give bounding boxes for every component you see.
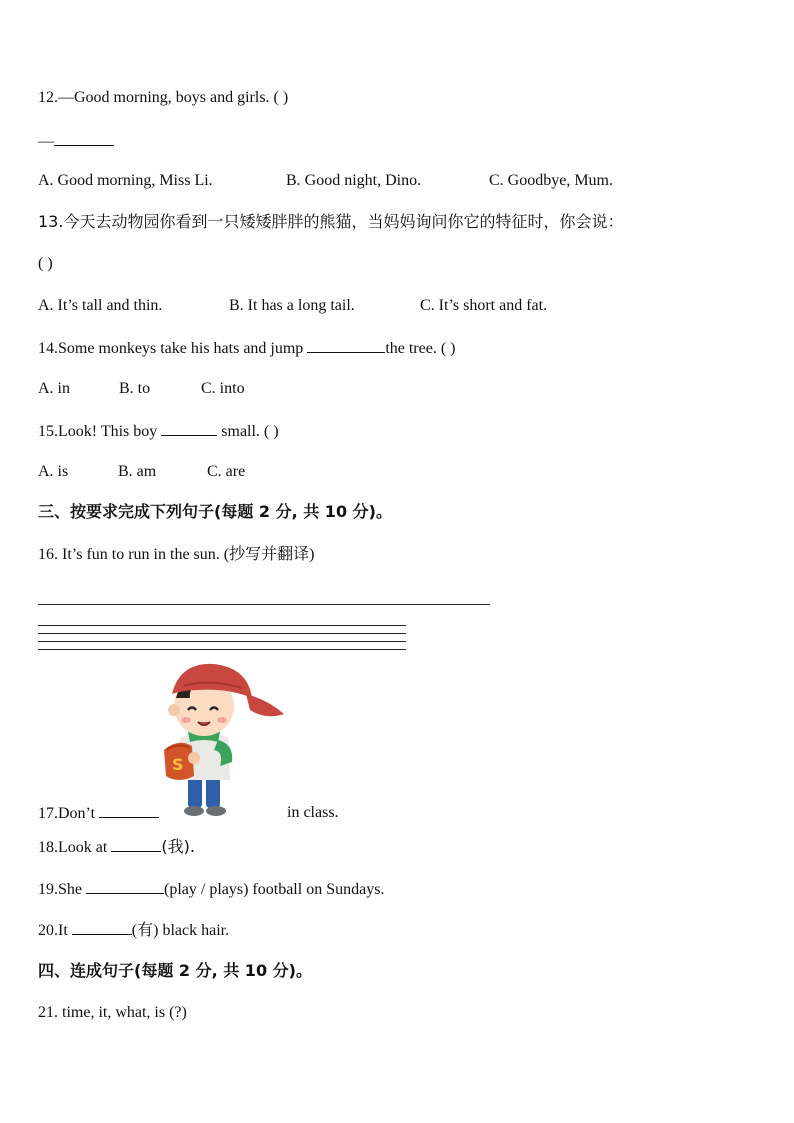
q12-dash: — [38, 133, 54, 150]
q16-writing-line-4[interactable] [38, 649, 406, 650]
q14-answer-blank[interactable] [307, 338, 385, 353]
q14-option-a[interactable]: A. in [38, 380, 70, 397]
q12-option-a[interactable]: A. Good morning, Miss Li. [38, 172, 213, 189]
q15-answer-blank[interactable] [161, 421, 217, 436]
q20-stem-post: (有) black hair. [131, 922, 230, 939]
boy-eating-chips-illustration [158, 658, 288, 818]
q14-option-c[interactable]: C. into [201, 380, 245, 397]
q12-response-line [38, 131, 114, 152]
q20-stem-pre: 20.It [38, 922, 68, 939]
q13-option-c[interactable]: C. It’s short and fat. [420, 297, 548, 314]
q15-option-b[interactable]: B. am [118, 463, 157, 480]
q16-writing-line-3[interactable] [38, 641, 406, 642]
q13-option-b[interactable]: B. It has a long tail. [229, 297, 355, 314]
q16-copy-line[interactable] [38, 604, 490, 605]
q18-stem [38, 837, 195, 858]
q14-option-b[interactable]: B. to [119, 380, 151, 397]
q12-stem: 12.—Good morning, boys and girls. ( ) [38, 89, 289, 106]
q19-stem-pre: 19.She [38, 881, 82, 898]
q15-stem [38, 421, 279, 442]
q17-stem-pre: 17.Don’t [38, 805, 96, 822]
section-3-heading: 三、按要求完成下列句子(每题 2 分, 共 10 分)。 [38, 502, 392, 521]
q19-answer-blank[interactable] [86, 879, 164, 894]
q17-stem-pre-line [38, 803, 159, 824]
svg-text:S: S [172, 755, 184, 774]
q12-option-c[interactable]: C. Goodbye, Mum. [489, 172, 613, 189]
q12-option-b[interactable]: B. Good night, Dino. [286, 172, 422, 189]
q14-stem-pre: 14.Some monkeys take his hats and jump [38, 340, 304, 357]
boy-eating-chips-icon [158, 658, 288, 818]
q14-stem-post: the tree. ( ) [385, 340, 456, 357]
q20-answer-blank[interactable] [72, 920, 132, 935]
q15-option-a[interactable]: A. is [38, 463, 69, 480]
q15-option-c[interactable]: C. are [207, 463, 246, 480]
q21-stem: 21. time, it, what, is (?) [38, 1004, 187, 1021]
q13-paren[interactable]: ( ) [38, 255, 53, 272]
q13-option-a[interactable]: A. It’s tall and thin. [38, 297, 163, 314]
q13-stem: 13.今天去动物园你看到一只矮矮胖胖的熊猫，当妈妈询问你它的特征时，你会说： [38, 212, 624, 231]
q18-answer-blank[interactable] [111, 837, 161, 852]
q16-writing-line-1[interactable] [38, 625, 406, 626]
q20-stem [38, 920, 229, 941]
q17-answer-blank[interactable] [99, 803, 159, 818]
q16-writing-line-2[interactable] [38, 633, 406, 634]
q18-stem-pre: 18.Look at [38, 839, 108, 856]
q19-stem-post: (play / plays) football on Sundays. [164, 881, 385, 898]
q19-stem [38, 879, 384, 900]
q14-stem [38, 338, 456, 359]
q16-stem: 16. It’s fun to run in the sun. (抄写并翻译) [38, 546, 315, 563]
q15-stem-pre: 15.Look! This boy [38, 423, 158, 440]
section-4-heading: 四、连成句子(每题 2 分, 共 10 分)。 [38, 961, 312, 980]
q18-stem-post: (我). [161, 837, 195, 856]
q17-stem-post: in class. [287, 804, 339, 821]
q15-stem-post: small. ( ) [221, 423, 279, 440]
q12-answer-blank[interactable] [54, 131, 114, 146]
